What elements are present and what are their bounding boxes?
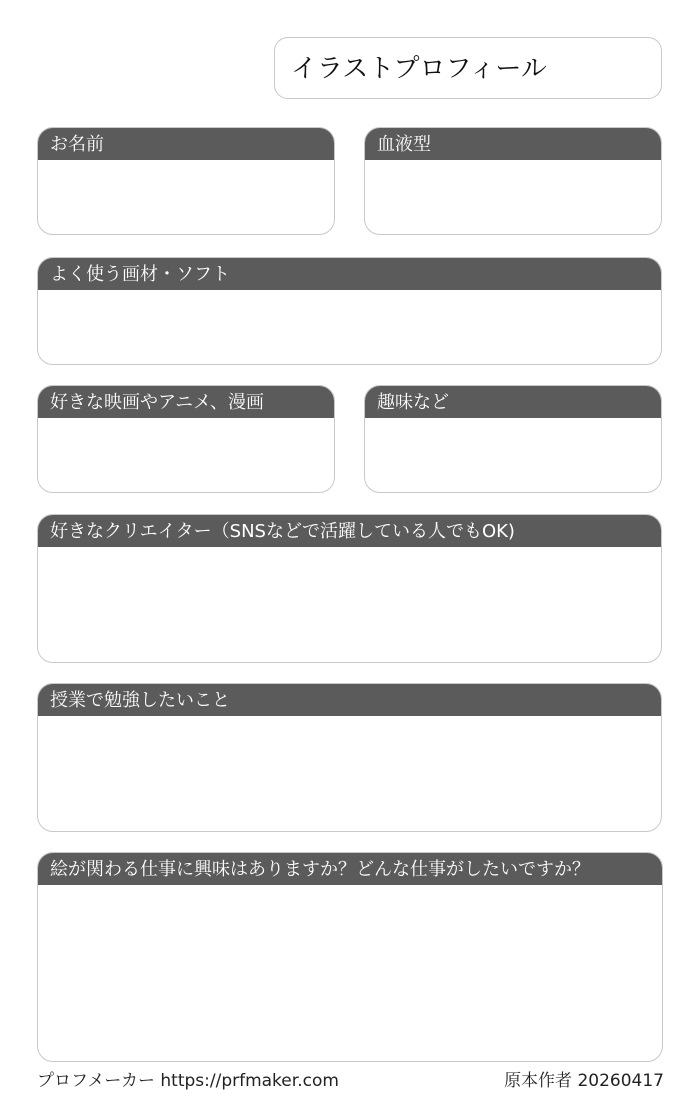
field-hobbies[interactable] bbox=[364, 385, 662, 493]
field-name[interactable] bbox=[37, 127, 335, 235]
field-favorite-creators[interactable] bbox=[37, 514, 662, 663]
field-name-label: お名前 bbox=[38, 128, 334, 160]
field-art-career-label: 絵が関わる仕事に興味はありますか？どんな仕事がしたいですか？ bbox=[38, 853, 662, 885]
field-favorite-media-label: 好きな映画やアニメ、漫画 bbox=[38, 386, 334, 418]
page-title: イラストプロフィール bbox=[291, 54, 547, 84]
field-hobbies-label: 趣味など bbox=[365, 386, 661, 418]
field-art-career[interactable] bbox=[37, 852, 663, 1062]
field-tools-label: よく使う画材・ソフト bbox=[38, 258, 661, 290]
field-favorite-creators-input[interactable] bbox=[38, 547, 661, 663]
profile-title-box bbox=[274, 37, 662, 99]
field-study-goals-input[interactable] bbox=[38, 716, 661, 832]
field-study-goals[interactable] bbox=[37, 683, 662, 832]
field-tools-input[interactable] bbox=[38, 290, 661, 365]
field-tools[interactable] bbox=[37, 257, 662, 365]
field-blood-type-input[interactable] bbox=[365, 160, 661, 235]
field-favorite-media-input[interactable] bbox=[38, 418, 334, 493]
footer-maker-credit: プロフメーカー https://prfmaker.com bbox=[37, 1071, 339, 1091]
field-hobbies-input[interactable] bbox=[365, 418, 661, 493]
field-favorite-media[interactable] bbox=[37, 385, 335, 493]
field-favorite-creators-label: 好きなクリエイター（SNSなどで活躍している人でもOK) bbox=[38, 515, 661, 547]
field-art-career-input[interactable] bbox=[38, 885, 662, 1062]
field-blood-type[interactable] bbox=[364, 127, 662, 235]
footer-author-credit: 原本作者 20260417 bbox=[504, 1071, 664, 1091]
field-name-input[interactable] bbox=[38, 160, 334, 235]
field-blood-type-label: 血液型 bbox=[365, 128, 661, 160]
field-study-goals-label: 授業で勉強したいこと bbox=[38, 684, 661, 716]
